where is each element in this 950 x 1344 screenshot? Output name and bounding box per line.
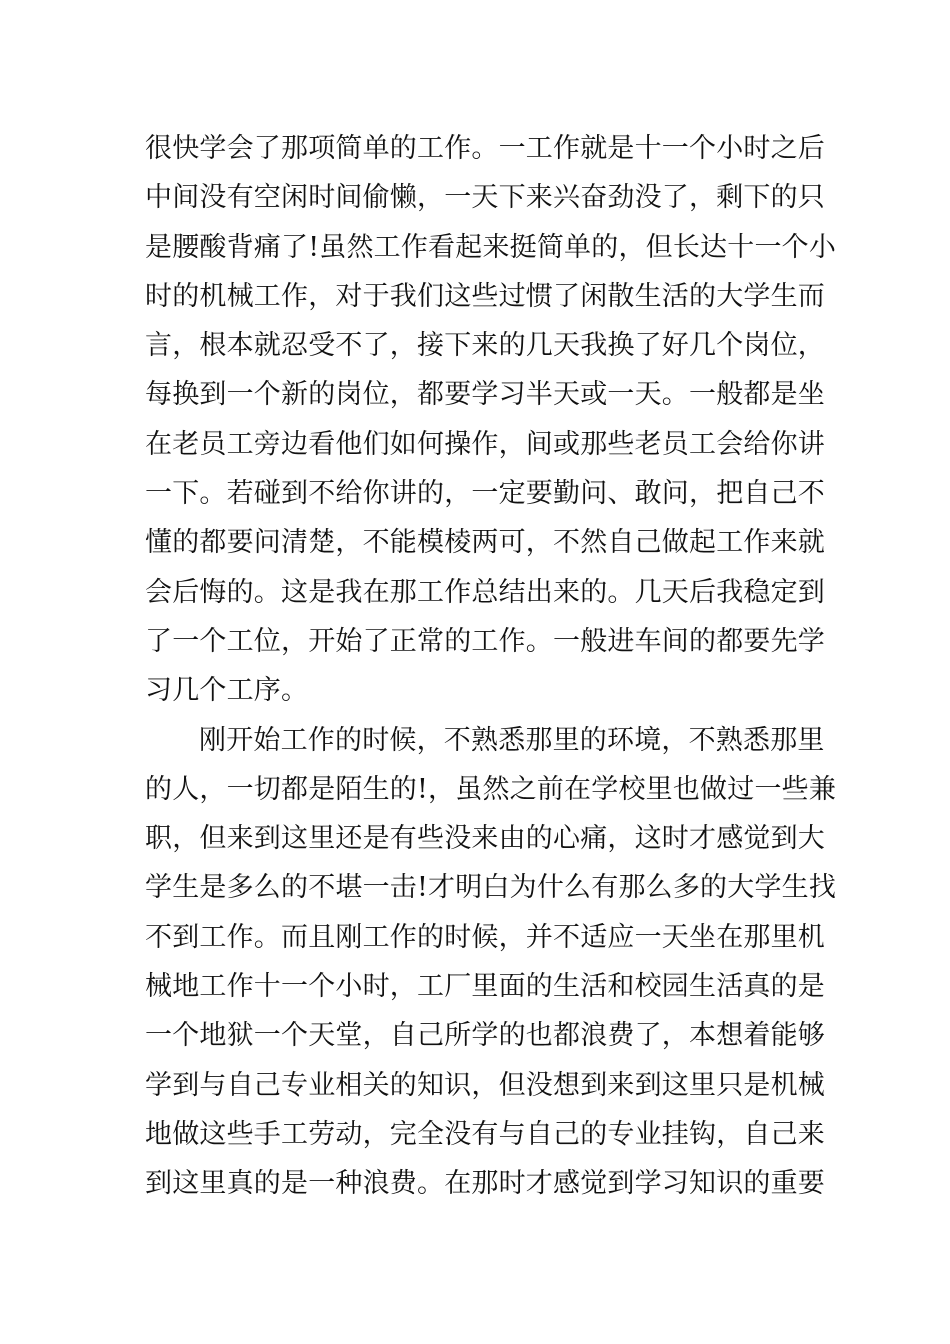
- text-line: 很快学会了那项简单的工作。一工作就是十一个小时之后: [145, 133, 825, 164]
- text-line: 一个地狱一个天堂，自己所学的也都浪费了，本想着能够: [145, 1020, 825, 1052]
- text-line: 是腰酸背痛了!虽然工作看起来挺简单的，但长达十一个小: [145, 231, 837, 263]
- text-line: 学到与自己专业相关的知识，但没想到来到这里只是机械: [145, 1069, 825, 1101]
- document-body: [145, 124, 837, 1209]
- text-line: 中间没有空闲时间偷懒，一天下来兴奋劲没了，剩下的只: [145, 182, 825, 214]
- paragraph-1: [145, 124, 837, 716]
- text-line: 不到工作。而且刚工作的时候，并不适应一天坐在那里机: [145, 921, 825, 953]
- text-line: 时的机械工作，对于我们这些过惯了闲散生活的大学生而: [145, 280, 825, 312]
- text-line: 言，根本就忍受不了，接下来的几天我换了好几个岗位，: [145, 330, 825, 362]
- text-line: 懂的都要问清楚，不能模棱两可，不然自己做起工作来就: [145, 527, 825, 559]
- text-line: 习几个工序。: [145, 675, 309, 707]
- text-line: 械地工作十一个小时，工厂里面的生活和校园生活真的是: [145, 971, 825, 1003]
- text-line: 到这里真的是一种浪费。在那时才感觉到学习知识的重要: [145, 1168, 825, 1200]
- text-line: 一下。若碰到不给你讲的，一定要勤问、敢问，把自己不: [145, 478, 825, 510]
- text-line: 了一个工位，开始了正常的工作。一般进车间的都要先学: [145, 625, 825, 657]
- text-line: 每换到一个新的岗位，都要学习半天或一天。一般都是坐: [145, 379, 825, 411]
- text-line: 的人，一切都是陌生的!，虽然之前在学校里也做过一些兼: [145, 773, 837, 805]
- text-line: 地做这些手工劳动，完全没有与自己的专业挂钩，自己来: [145, 1118, 825, 1150]
- text-line: 会后悔的。这是我在那工作总结出来的。几天后我稳定到: [145, 576, 825, 608]
- text-line: 刚开始工作的时候，不熟悉那里的环境，不熟悉那里: [199, 724, 825, 756]
- text-line: 职，但来到这里还是有些没来由的心痛，这时才感觉到大: [145, 823, 825, 855]
- text-line: 学生是多么的不堪一击!才明白为什么有那么多的大学生找: [145, 872, 837, 904]
- paragraph-2: [145, 716, 837, 1209]
- text-line: 在老员工旁边看他们如何操作，间或那些老员工会给你讲: [145, 428, 825, 460]
